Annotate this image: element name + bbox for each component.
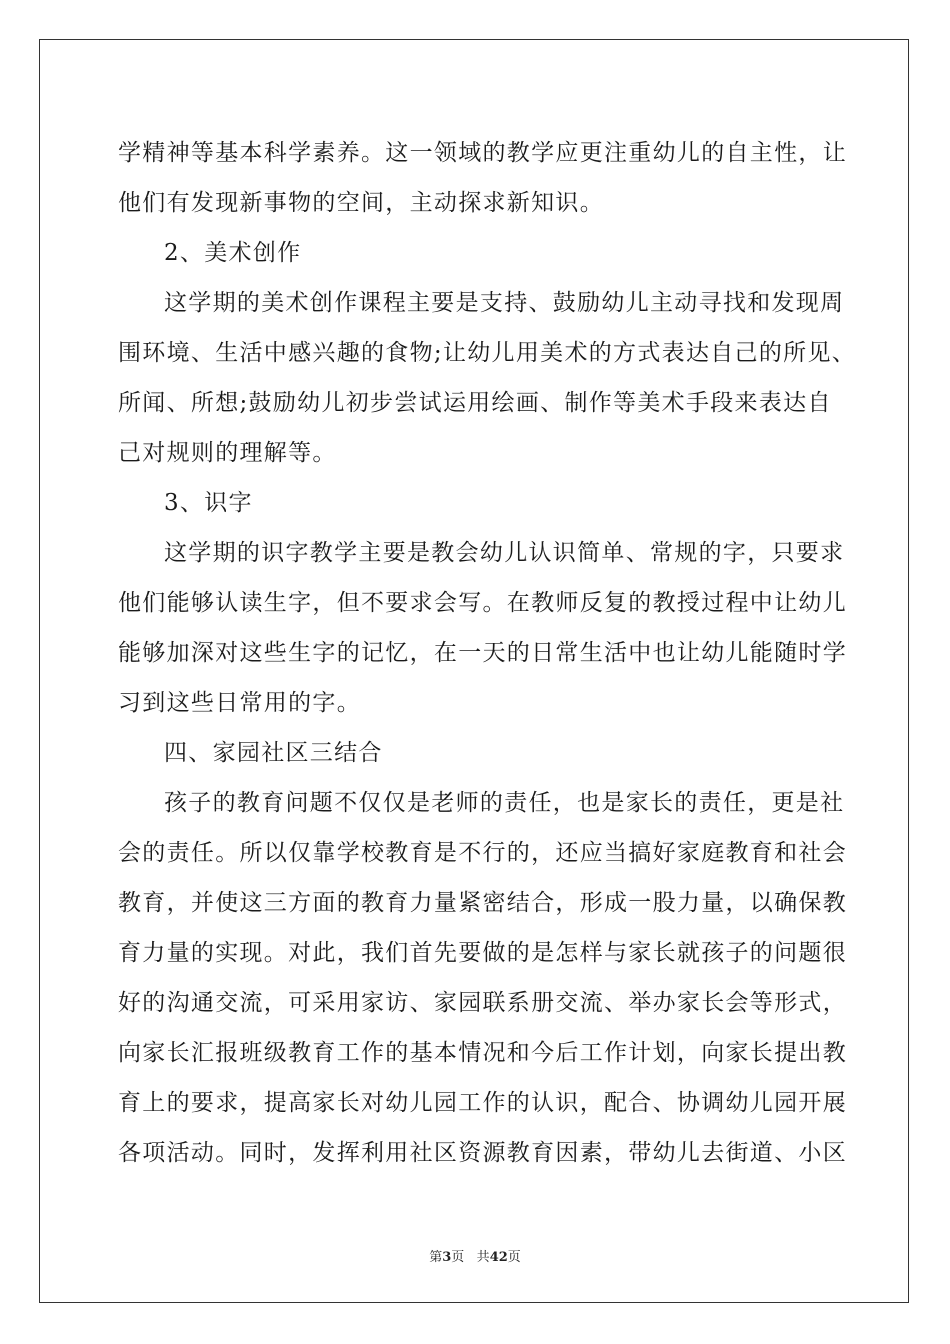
text-line: 他们有发现新事物的空间，主动探求新知识。 xyxy=(118,190,604,216)
page-suffix: 页 xyxy=(451,1250,465,1265)
text-line: 四、家园社区三结合 xyxy=(164,740,383,766)
text-line: 3、识字 xyxy=(164,490,253,516)
page-prefix: 第 xyxy=(429,1250,443,1265)
total-prefix: 共 xyxy=(476,1250,490,1265)
text-line: 他们能够认读生字，但不要求会写。在教师反复的教授过程中让幼儿 xyxy=(118,590,847,616)
document-body xyxy=(118,128,857,1178)
text-line: 各项活动。同时，发挥利用社区资源教育因素，带幼儿去街道、小区 xyxy=(118,1140,847,1166)
page-footer xyxy=(0,1246,950,1265)
text-line: 育力量的实现。对此，我们首先要做的是怎样与家长就孩子的问题很 xyxy=(118,940,847,966)
text-line: 习到这些日常用的字。 xyxy=(118,690,361,716)
text-line: 教育，并使这三方面的教育力量紧密结合，形成一股力量，以确保教 xyxy=(118,890,847,916)
text-line: 会的责任。所以仅靠学校教育是不行的，还应当搞好家庭教育和社会 xyxy=(118,840,847,866)
text-line: 孩子的教育问题不仅仅是老师的责任，也是家长的责任，更是社 xyxy=(164,790,845,816)
text-line: 能够加深对这些生字的记忆，在一天的日常生活中也让幼儿能随时学 xyxy=(118,640,847,666)
text-line: 所闻、所想;鼓励幼儿初步尝试运用绘画、制作等美术手段来表达自 xyxy=(118,390,832,416)
text-line: 围环境、生活中感兴趣的食物;让幼儿用美术的方式表达自己的所见、 xyxy=(118,340,857,366)
text-line: 学精神等基本科学素养。这一领域的教学应更注重幼儿的自主性，让 xyxy=(118,140,847,166)
text-line: 育上的要求，提高家长对幼儿园工作的认识，配合、协调幼儿园开展 xyxy=(118,1090,847,1116)
text-line: 这学期的识字教学主要是教会幼儿认识简单、常规的字，只要求 xyxy=(164,540,845,566)
text-line: 好的沟通交流，可采用家访、家园联系册交流、举办家长会等形式， xyxy=(118,990,847,1016)
total-suffix: 页 xyxy=(507,1250,521,1265)
page-current: 3 xyxy=(442,1250,452,1265)
text-line: 己对规则的理解等。 xyxy=(118,440,337,466)
text-line: 这学期的美术创作课程主要是支持、鼓励幼儿主动寻找和发现周 xyxy=(164,290,845,316)
text-line: 2、美术创作 xyxy=(164,240,302,266)
page-total: 42 xyxy=(489,1250,508,1265)
text-line: 向家长汇报班级教育工作的基本情况和今后工作计划，向家长提出教 xyxy=(118,1040,847,1066)
